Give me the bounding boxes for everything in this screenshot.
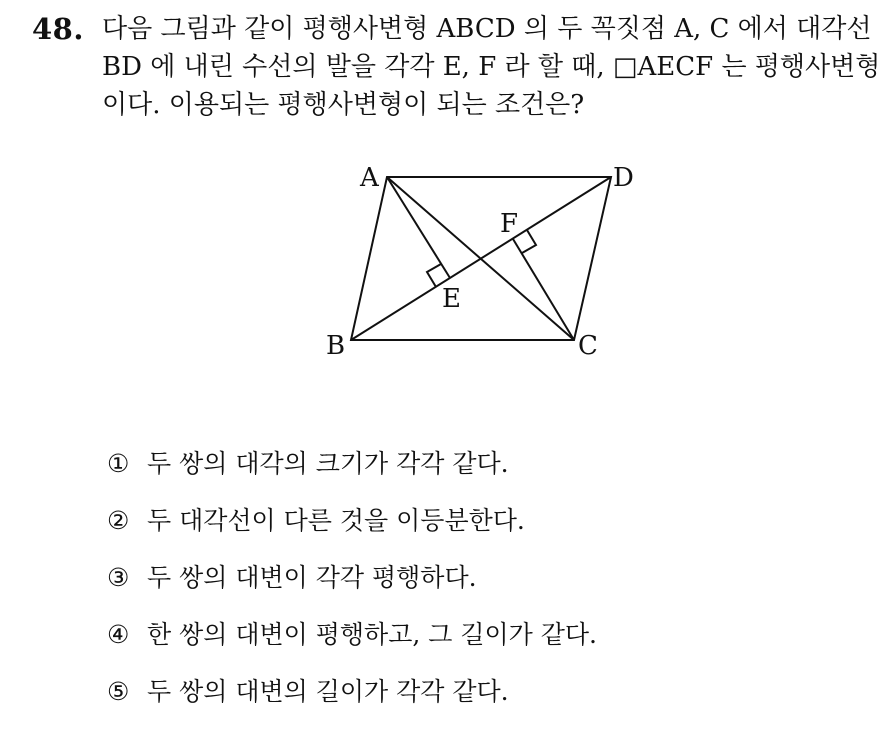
choice-text: 두 쌍의 대각의 크기가 각각 같다. xyxy=(147,449,509,478)
question-line: BD 에 내린 수선의 발을 각각 E, F 라 할 때, □AECF 는 평행사변형 xyxy=(102,52,881,82)
choice-3[interactable] xyxy=(107,561,847,618)
right-angle-mark-e xyxy=(427,264,441,287)
choice-marker: ② xyxy=(107,506,130,535)
parallelogram-diagram xyxy=(320,150,660,380)
perpendicular-cf xyxy=(513,239,574,340)
diagonal-ac xyxy=(387,177,574,340)
choice-marker: ① xyxy=(107,449,130,478)
choice-text: 두 쌍의 대변의 길이가 각각 같다. xyxy=(147,677,509,706)
choice-2[interactable] xyxy=(107,504,847,561)
perpendicular-ae xyxy=(387,177,450,278)
question-line: 다음 그림과 같이 평행사변형 ABCD 의 두 꼭짓점 A, C 에서 대각선 xyxy=(102,14,872,44)
question-text xyxy=(102,10,881,124)
choice-1[interactable] xyxy=(107,447,847,504)
parallelogram-figure xyxy=(320,150,660,380)
choice-5[interactable] xyxy=(107,675,847,732)
label-c: C xyxy=(578,331,598,361)
choice-marker: ⑤ xyxy=(107,677,130,706)
choice-4[interactable] xyxy=(107,618,847,675)
choice-marker: ③ xyxy=(107,563,130,592)
answer-choices xyxy=(107,447,847,732)
question-line: 이다. 이용되는 평행사변형이 되는 조건은? xyxy=(102,90,585,120)
label-e: E xyxy=(442,284,461,314)
right-angle-mark-f xyxy=(522,230,536,253)
choice-text: 한 쌍의 대변이 평행하고, 그 길이가 같다. xyxy=(147,620,597,649)
label-d: D xyxy=(613,163,634,193)
label-f: F xyxy=(500,209,519,239)
choice-text: 두 쌍의 대변이 각각 평행하다. xyxy=(147,563,477,592)
label-a: A xyxy=(360,163,379,193)
choice-marker: ④ xyxy=(107,620,130,649)
choice-text: 두 대각선이 다른 것을 이등분한다. xyxy=(147,506,525,535)
label-b: B xyxy=(326,331,346,361)
question-number: 48. xyxy=(32,12,84,46)
